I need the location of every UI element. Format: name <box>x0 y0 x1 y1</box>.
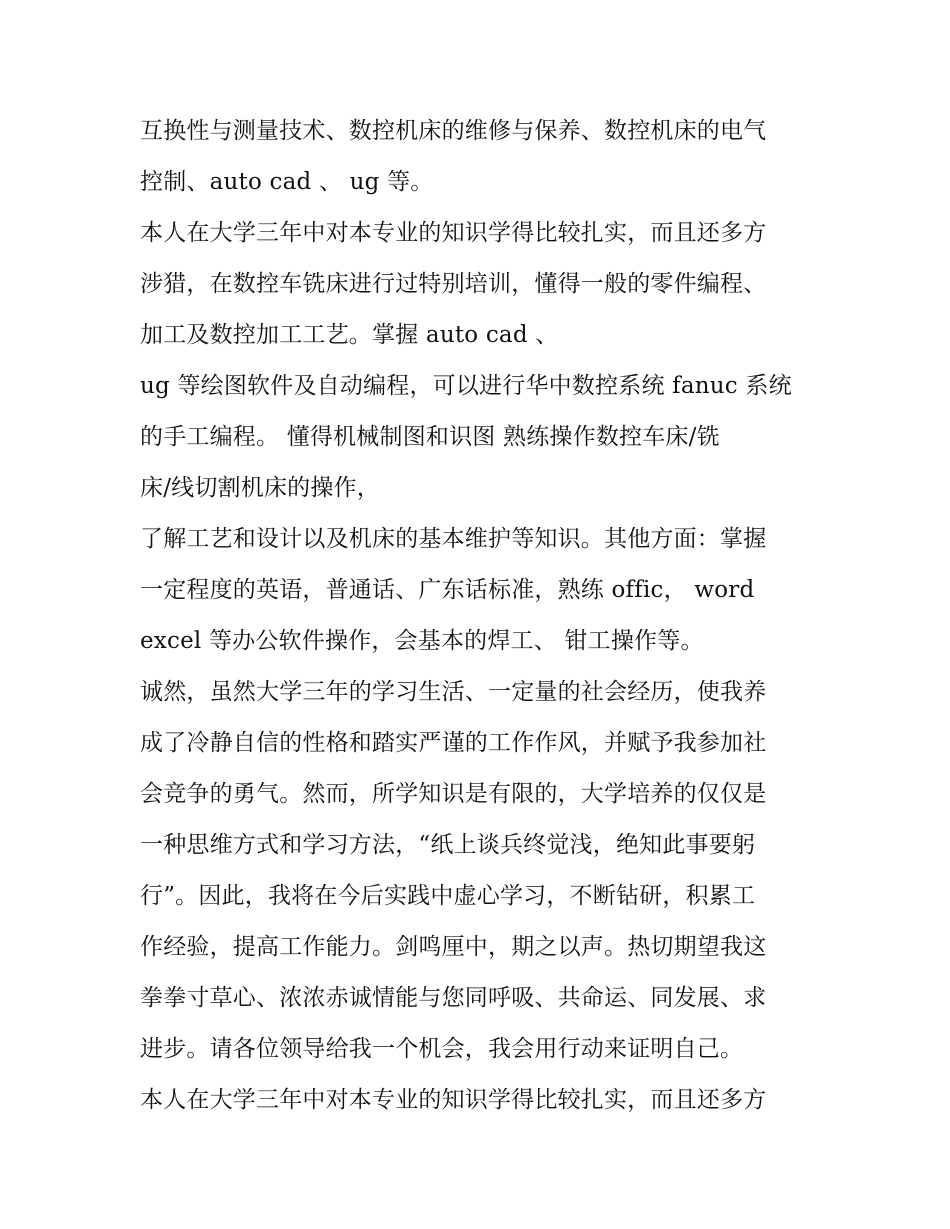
text-line: 行”。因此，我将在今后实践中虚心学习，不断钻研，积累工 <box>140 883 756 909</box>
text-line: 作经验，提高工作能力。剑鸣厘中，期之以声。热切期望我这 <box>140 934 767 960</box>
text-line: 互换性与测量技术、数控机床的维修与保养、数控机床的电气 <box>140 118 767 144</box>
text-line: 了解工艺和设计以及机床的基本维护等知识。其他方面：掌握 <box>140 526 767 552</box>
document-body <box>140 108 820 1128</box>
text-line: 进步。请各位领导给我一个机会，我会用行动来证明自己。 <box>140 1036 744 1062</box>
text-line: 加工及数控加工工艺。掌握 auto cad 、 <box>140 322 559 348</box>
text-line: 拳拳寸草心、浓浓赤诚情能与您同呼吸、共命运、同发展、求 <box>140 985 767 1011</box>
text-line: 的手工编程。 懂得机械制图和识图 熟练操作数控车床/铣 <box>140 424 720 450</box>
text-line: 诚然，虽然大学三年的学习生活、一定量的社会经历，使我养 <box>140 679 767 705</box>
text-line: 本人在大学三年中对本专业的知识学得比较扎实，而且还多方 <box>140 1087 767 1113</box>
text-line: 涉猎，在数控车铣床进行过特别培训，懂得一般的零件编程、 <box>140 271 767 297</box>
text-line: 一定程度的英语，普通话、广东话标准，熟练 offic， word <box>140 577 755 603</box>
text-line: 床/线切割机床的操作， <box>140 475 380 501</box>
text-line: 会竞争的勇气。然而，所学知识是有限的，大学培养的仅仅是 <box>140 781 767 807</box>
text-line: 本人在大学三年中对本专业的知识学得比较扎实，而且还多方 <box>140 220 767 246</box>
text-line: 成了冷静自信的性格和踏实严谨的工作作风，并赋予我参加社 <box>140 730 767 756</box>
text-line: 一种思维方式和学习方法，“纸上谈兵终觉浅，绝知此事要躬 <box>140 832 756 858</box>
text-line: excel 等办公软件操作，会基本的焊工、 钳工操作等。 <box>140 628 704 654</box>
text-line: ug 等绘图软件及自动编程，可以进行华中数控系统 fanuc 系统 <box>140 373 792 399</box>
text-line: 控制、auto cad 、 ug 等。 <box>140 169 434 195</box>
